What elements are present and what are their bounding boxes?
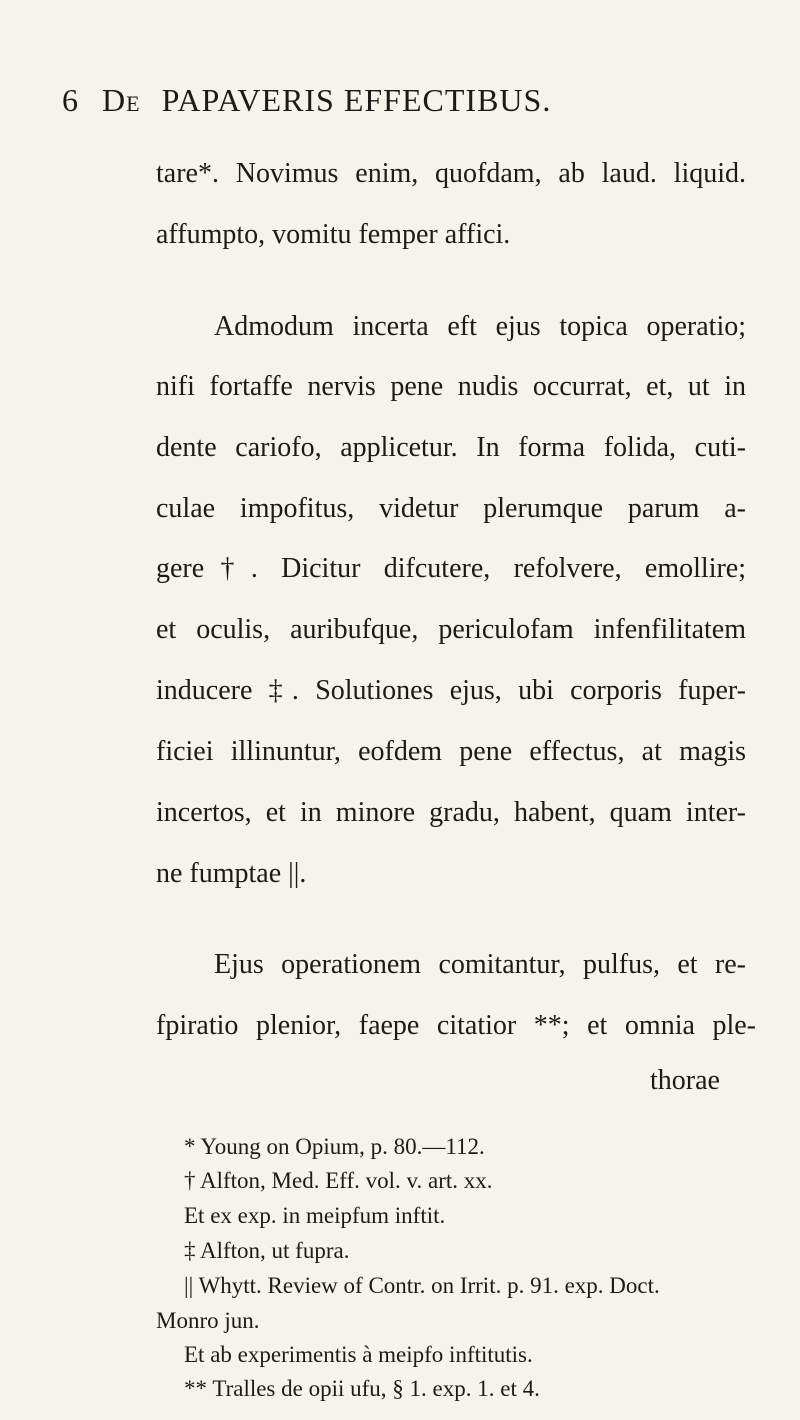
footnote: † Alfton, Med. Eff. vol. v. art. xx. bbox=[184, 1168, 493, 1193]
paragraph-lead-line: Ejus operationem comitantur, pulfus, et re- bbox=[214, 949, 746, 980]
text-line: dente cariofo, applicetur. In forma folida, cuti- bbox=[156, 432, 746, 463]
text-line: et oculis, auribufque, periculofam infenfilitatem bbox=[156, 614, 746, 645]
page-number: 6 bbox=[62, 82, 79, 118]
footnote: Et ab experimentis à meipfo inftitutis. bbox=[184, 1342, 533, 1367]
footnote: Et ex exp. in meipfum inftit. bbox=[184, 1203, 446, 1228]
text-line: tare*. Novimus enim, quofdam, ab laud. liquid. bbox=[156, 158, 746, 189]
text-line: culae impofitus, videtur plerumque parum a- bbox=[156, 493, 746, 524]
text-line: fpiratio plenior, faepe citatior **; et omnia ple- bbox=[156, 1010, 756, 1041]
paragraph-lead-line: Admodum incerta eft ejus topica operatio; bbox=[214, 311, 746, 342]
text-line: inducere ‡. Solutiones ejus, ubi corporis fuper- bbox=[156, 675, 746, 706]
text-line: ne fumptae ||. bbox=[156, 858, 307, 889]
header-title: PAPAVERIS EFFECTIBUS. bbox=[161, 82, 552, 118]
text-line: affumpto, vomitu femper affici. bbox=[156, 219, 511, 250]
text-line: gere†. Dicitur difcutere, refolvere, emollire; bbox=[156, 553, 746, 584]
text-line: incertos, et in minore gradu, habent, quam inter- bbox=[156, 797, 746, 828]
catchword: thorae bbox=[650, 1065, 720, 1096]
footnote: * Young on Opium, p. 80.—112. bbox=[184, 1134, 485, 1159]
text-line: nifi fortaffe nervis pene nudis occurrat, et, ut in bbox=[156, 371, 746, 402]
footnote: Monro jun. bbox=[156, 1308, 260, 1333]
footnote: || Whytt. Review of Contr. on Irrit. p. 91. exp. Doct. bbox=[184, 1273, 660, 1298]
header-title-prefix: De bbox=[102, 82, 141, 118]
footnote: ‡ Alfton, ut fupra. bbox=[184, 1238, 350, 1263]
text-line: ficiei illinuntur, eofdem pene effectus, at magis bbox=[156, 736, 746, 767]
running-header bbox=[62, 82, 762, 119]
footnote: ** Tralles de opii ufu, § 1. exp. 1. et 4. bbox=[184, 1376, 540, 1401]
